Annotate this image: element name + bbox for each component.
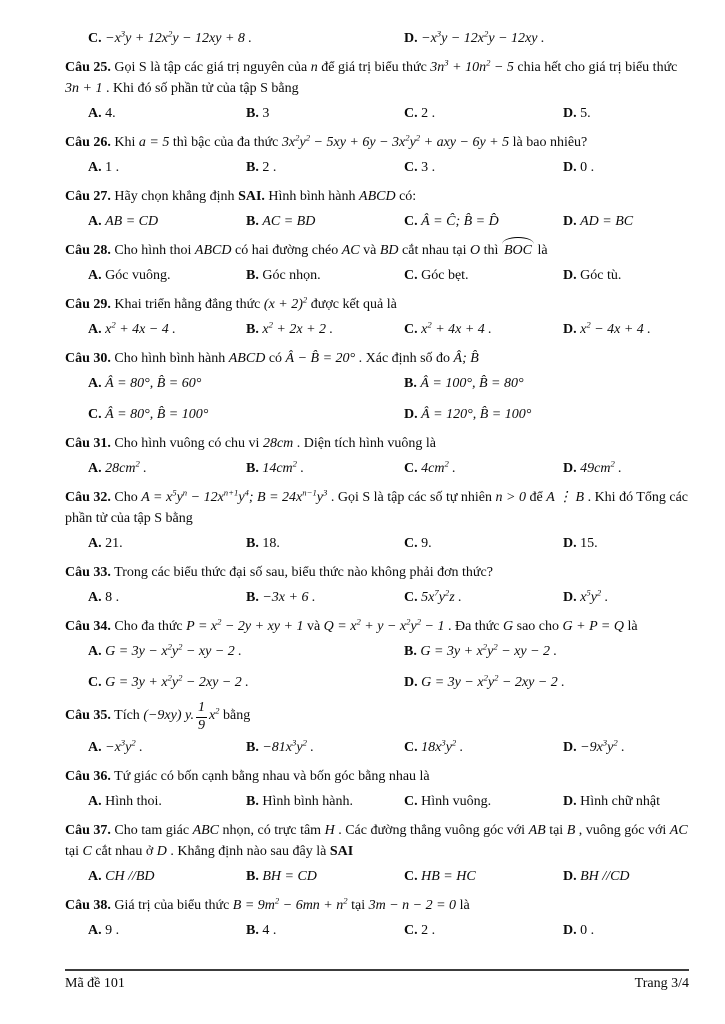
option-label: C. bbox=[404, 794, 418, 810]
option-label: D. bbox=[563, 590, 577, 605]
question-block-q32 bbox=[65, 487, 689, 554]
option-text: 21. bbox=[105, 536, 123, 551]
options-row bbox=[88, 866, 689, 887]
option-text: 2 . bbox=[421, 923, 436, 939]
emphasis-text: SAI bbox=[329, 844, 354, 860]
option-text: $G = 3y - x^2y^2$ − xy − 2 . bbox=[105, 641, 242, 659]
question-stem: Câu 31. Cho hình vuông có chu vi 28cm . Diện tích hình vuông là bbox=[65, 436, 436, 451]
question-number: Câu 25. bbox=[65, 60, 111, 75]
option-text: BH //CD bbox=[580, 869, 630, 885]
option-label: B. bbox=[404, 376, 417, 391]
option-label: D. bbox=[563, 322, 577, 337]
option-label: B. bbox=[246, 794, 259, 810]
math-expression: G bbox=[503, 619, 514, 634]
option-d bbox=[563, 533, 689, 554]
option-label: A. bbox=[88, 461, 102, 476]
option-label: C. bbox=[404, 214, 418, 229]
math-expression: ABCD bbox=[228, 351, 266, 366]
option-c bbox=[404, 265, 563, 286]
math-expression: a = 5 bbox=[138, 135, 170, 150]
math-expression: 3m − n − 2 = 0 bbox=[368, 898, 457, 914]
option-label: C. bbox=[404, 106, 418, 121]
footer bbox=[65, 969, 689, 993]
option-d bbox=[563, 587, 689, 608]
option-text: $4cm^2$ . bbox=[421, 458, 456, 476]
question-block-q29 bbox=[65, 294, 689, 340]
question-stem: Câu 25. Gọi S là tập các giá trị nguyên của n để giá trị biểu thức $3n^3 + 10n^2 - 5$ chia hết cho giá trị biểu thức 3n + 1 . Khi đó số phần tử của tập S bằng bbox=[65, 57, 678, 96]
math-expression: A ⋮ B bbox=[546, 490, 585, 505]
option-text: $x^2 + 2x + 2$ . bbox=[262, 319, 334, 337]
question-number: Câu 34. bbox=[65, 619, 111, 634]
option-text: Â = 80°, B̂ = 60° bbox=[105, 376, 202, 391]
option-b bbox=[246, 791, 404, 812]
option-c bbox=[404, 737, 563, 758]
option-label: A. bbox=[88, 590, 102, 605]
option-a bbox=[88, 211, 246, 232]
question-block-q24-continued bbox=[65, 28, 689, 49]
option-a bbox=[88, 265, 246, 286]
option-text: $x^2 + 4x + 4$ . bbox=[421, 319, 492, 337]
options-row bbox=[88, 319, 689, 340]
question-stem: Câu 30. Cho hình bình hành ABCD có Â − B̂ = 20° . Xác định số đo Â; B̂ bbox=[65, 351, 479, 366]
option-label: D. bbox=[563, 160, 577, 175]
question-block-q31 bbox=[65, 433, 689, 479]
angle-arc: BOC bbox=[502, 240, 534, 261]
emphasis-text: SAI. bbox=[238, 189, 265, 204]
option-text: 2 . bbox=[262, 160, 277, 175]
option-text: $-x^3y + 12x^2y - 12xy + 8$ . bbox=[105, 28, 252, 46]
option-b bbox=[246, 920, 404, 941]
math-expression: BD bbox=[379, 243, 399, 258]
option-c bbox=[404, 319, 563, 340]
math-expression: C bbox=[82, 844, 92, 860]
option-b bbox=[246, 533, 404, 554]
question-number: Câu 36. bbox=[65, 769, 111, 785]
option-label: D. bbox=[563, 106, 577, 121]
option-label: A. bbox=[88, 644, 102, 659]
option-text: $-x^3y - 12x^2y - 12xy$ . bbox=[421, 28, 545, 46]
option-text: HB = HC bbox=[421, 869, 476, 885]
option-text: 0 . bbox=[580, 160, 595, 175]
question-block-q36 bbox=[65, 766, 689, 812]
option-text: 4 . bbox=[262, 923, 277, 939]
option-text: $x^5y^2$ . bbox=[580, 587, 609, 605]
option-b bbox=[404, 373, 689, 394]
math-expression: $3x^2y^2 - 5xy + 6y - 3x^2y^2$ + axy − 6y + 5 bbox=[281, 132, 510, 150]
math-expression: AB bbox=[528, 823, 546, 839]
options-row bbox=[88, 641, 689, 693]
option-text: $49cm^2$ . bbox=[580, 458, 622, 476]
option-label: D. bbox=[404, 407, 418, 422]
option-a bbox=[88, 641, 404, 662]
math-expression: ABCD bbox=[359, 189, 396, 204]
option-c bbox=[404, 587, 563, 608]
page-number: Trang 3/4 bbox=[634, 976, 689, 991]
option-text: 9. bbox=[421, 536, 432, 551]
option-text: $5x^7y^2z$ . bbox=[421, 587, 462, 605]
option-c bbox=[404, 533, 563, 554]
exam-code: Mã đề 101 bbox=[65, 976, 125, 991]
option-text: 2 . bbox=[421, 106, 436, 121]
fraction-denominator: 9 bbox=[197, 717, 205, 733]
option-d bbox=[404, 404, 689, 425]
option-text: 15. bbox=[580, 536, 598, 551]
option-text: $-x^3y^2$ . bbox=[105, 737, 143, 756]
math-expression: B bbox=[566, 823, 576, 839]
math-expression: 3n + 1 bbox=[65, 81, 103, 96]
question-stem: Câu 27. Hãy chọn khẳng định SAI. Hình bình hành ABCD có: bbox=[65, 189, 417, 204]
options-row bbox=[88, 28, 689, 49]
question-number: Câu 27. bbox=[65, 189, 111, 204]
option-a bbox=[88, 737, 246, 758]
question-number: Câu 33. bbox=[65, 565, 111, 580]
option-label: A. bbox=[88, 160, 102, 175]
option-c bbox=[88, 404, 404, 425]
option-text: 0 . bbox=[580, 923, 595, 939]
option-text: 8 . bbox=[105, 590, 120, 605]
math-expression: $(x + 2)^2$ bbox=[263, 294, 308, 312]
option-label: A. bbox=[88, 376, 102, 391]
option-text: Góc bẹt. bbox=[421, 268, 469, 283]
option-text: 4. bbox=[105, 106, 116, 121]
option-a bbox=[88, 319, 246, 340]
math-expression: n bbox=[310, 60, 318, 75]
option-label: C. bbox=[404, 268, 418, 283]
option-label: C. bbox=[404, 923, 418, 939]
option-label: A. bbox=[88, 923, 102, 939]
option-text: $18x^3y^2$ . bbox=[421, 737, 464, 756]
option-a bbox=[88, 373, 404, 394]
math-expression: O bbox=[470, 243, 481, 258]
option-b bbox=[246, 319, 404, 340]
option-b bbox=[246, 211, 404, 232]
option-c bbox=[404, 211, 563, 232]
question-stem: Câu 36. Tứ giác có bốn cạnh bằng nhau và bốn góc bằng nhau là bbox=[65, 769, 430, 785]
option-text: 1 . bbox=[105, 160, 120, 175]
option-label: D. bbox=[563, 268, 577, 283]
option-label: B. bbox=[246, 160, 259, 175]
option-d bbox=[563, 157, 689, 178]
option-text: Hình thoi. bbox=[105, 794, 162, 810]
option-d bbox=[563, 791, 689, 812]
option-d bbox=[563, 319, 689, 340]
option-c bbox=[404, 458, 563, 479]
option-label: B. bbox=[246, 106, 259, 121]
math-expression: $P = x^2 - 2y$ + xy + 1 bbox=[186, 616, 304, 634]
option-text: Â = Ĉ; B̂ = D̂ bbox=[421, 214, 499, 229]
option-text: 3 bbox=[262, 106, 270, 121]
option-label: A. bbox=[88, 794, 102, 810]
question-block-q37 bbox=[65, 820, 689, 887]
option-text: Góc vuông. bbox=[105, 268, 171, 283]
option-b bbox=[404, 641, 689, 662]
math-expression: $A = x^5y^n - 12x^{n+1}y^4$; $B = 24x^{n-1}y^3$ bbox=[141, 487, 328, 505]
option-label: C. bbox=[404, 590, 418, 605]
math-expression: D bbox=[156, 844, 167, 860]
option-text: CH //BD bbox=[105, 869, 155, 885]
option-c bbox=[404, 920, 563, 941]
option-text: 9 . bbox=[105, 923, 120, 939]
math-expression: AC bbox=[341, 243, 360, 258]
exam-page bbox=[65, 24, 689, 941]
question-stem: Câu 33. Trong các biểu thức đại số sau, biểu thức nào không phải đơn thức? bbox=[65, 565, 493, 580]
option-label: C. bbox=[88, 31, 102, 46]
option-text: Â = 100°, B̂ = 80° bbox=[420, 376, 524, 391]
option-text: $G = 3y + x^2y^2$ − xy − 2 . bbox=[420, 641, 558, 659]
options-row bbox=[88, 533, 689, 554]
question-stem: Câu 32. Cho $A = x^5y^n - 12x^{n+1}y^4$; $B = 24x^{n-1}y^3$ . Gọi S là tập các số tự nhiên n > 0 để A ⋮ B . Khi đó Tổng các phần tử của tập S bằng bbox=[65, 487, 689, 526]
question-stem: Câu 37. Cho tam giác ABC nhọn, có trực tâm H . Các đường thẳng vuông góc với AB tại B , vuông góc với AC tại C cắt nhau ở D . Khẳng định nào sau đây là SAI bbox=[65, 823, 688, 860]
question-block-q38 bbox=[65, 895, 689, 941]
option-d bbox=[563, 866, 689, 887]
question-block-q27 bbox=[65, 186, 689, 232]
option-d bbox=[563, 265, 689, 286]
option-d bbox=[563, 211, 689, 232]
option-d bbox=[563, 920, 689, 941]
option-a bbox=[88, 458, 246, 479]
option-label: D. bbox=[563, 536, 577, 551]
option-text: $G = 3y + x^2y^2 - 2xy - 2$ . bbox=[105, 672, 249, 690]
question-stem: Câu 38. Giá trị của biểu thức $B = 9m^2 - 6mn + n^2$ tại 3m − n − 2 = 0 là bbox=[65, 895, 470, 914]
question-number: Câu 26. bbox=[65, 135, 111, 150]
math-expression: Â; B̂ bbox=[453, 351, 479, 366]
option-b bbox=[246, 587, 404, 608]
option-label: C. bbox=[404, 740, 418, 756]
option-c bbox=[404, 103, 563, 124]
option-text: $x^2 - 4x + 4$ . bbox=[580, 319, 651, 337]
option-label: B. bbox=[246, 923, 259, 939]
option-label: D. bbox=[563, 214, 577, 229]
option-label: D. bbox=[404, 675, 418, 690]
option-label: D. bbox=[563, 740, 577, 756]
option-label: A. bbox=[88, 268, 102, 283]
question-number: Câu 32. bbox=[65, 490, 111, 505]
option-text: −3x + 6 . bbox=[262, 590, 316, 605]
options-row bbox=[88, 920, 689, 941]
option-label: C. bbox=[404, 160, 418, 175]
option-text: AD = BC bbox=[580, 214, 634, 229]
math-expression: ABCD bbox=[194, 243, 232, 258]
options-row bbox=[88, 211, 689, 232]
question-number: Câu 35. bbox=[65, 707, 111, 723]
option-a bbox=[88, 791, 246, 812]
option-label: A. bbox=[88, 536, 102, 551]
option-text: $-9x^3y^2$ . bbox=[580, 737, 625, 756]
option-c bbox=[404, 866, 563, 887]
question-block-q28 bbox=[65, 240, 689, 286]
option-text: Hình chữ nhật bbox=[580, 794, 661, 810]
question-stem: Câu 34. Cho đa thức $P = x^2 - 2y$ + xy + 1 và $Q = x^2 + y - x^2y^2 - 1$ . Đa thức G sao cho G + P = Q là bbox=[65, 616, 638, 634]
math-expression: ABC bbox=[192, 823, 220, 839]
option-label: D. bbox=[563, 461, 577, 476]
option-c bbox=[88, 672, 404, 693]
option-text: 3 . bbox=[421, 160, 436, 175]
question-stem: Câu 28. Cho hình thoi ABCD có hai đường chéo AC và BD cắt nhau tại O thì BOC là bbox=[65, 240, 689, 261]
option-b bbox=[246, 866, 404, 887]
option-label: A. bbox=[88, 869, 102, 885]
option-label: C. bbox=[404, 322, 418, 337]
option-b bbox=[246, 265, 404, 286]
option-label: B. bbox=[246, 869, 259, 885]
question-stem: Câu 26. Khi a = 5 thì bậc của đa thức $3x^2y^2 - 5xy + 6y - 3x^2y^2$ + axy − 6y + 5 là bao nhiêu? bbox=[65, 132, 588, 150]
option-c bbox=[88, 28, 404, 49]
options-row bbox=[88, 103, 689, 124]
options-row bbox=[88, 458, 689, 479]
options-row bbox=[88, 737, 689, 758]
question-number: Câu 38. bbox=[65, 898, 111, 914]
option-b bbox=[246, 458, 404, 479]
question-stem: Câu 35. Tích (−9xy) y. $\frac{1}{9}$ $x^2$ bằng bbox=[65, 700, 251, 733]
option-text: Góc nhọn. bbox=[262, 268, 321, 283]
question-number: Câu 28. bbox=[65, 243, 111, 258]
option-b bbox=[246, 737, 404, 758]
option-label: B. bbox=[404, 644, 417, 659]
options-row bbox=[88, 587, 689, 608]
option-a bbox=[88, 533, 246, 554]
fraction-numerator: 1 bbox=[196, 701, 207, 718]
question-number: Câu 30. bbox=[65, 351, 111, 366]
question-number: Câu 29. bbox=[65, 297, 111, 312]
option-d bbox=[563, 737, 689, 758]
option-d bbox=[563, 458, 689, 479]
option-label: D. bbox=[563, 794, 577, 810]
option-text: $G = 3y - x^2y^2 - 2xy - 2$ . bbox=[421, 672, 565, 690]
question-block-q34 bbox=[65, 616, 689, 693]
question-number: Câu 37. bbox=[65, 823, 111, 839]
option-label: C. bbox=[404, 869, 418, 885]
option-text: Góc tù. bbox=[580, 268, 622, 283]
question-block-q30 bbox=[65, 348, 689, 425]
question-block-q35 bbox=[65, 701, 689, 758]
option-c bbox=[404, 791, 563, 812]
option-label: D. bbox=[563, 869, 577, 885]
option-text: Hình bình hành. bbox=[262, 794, 353, 810]
option-text: $x^2 + 4x - 4$ . bbox=[105, 319, 176, 337]
math-expression: $3n^3 + 10n^2 - 5$ bbox=[430, 57, 514, 75]
question-block-q25 bbox=[65, 57, 689, 124]
option-text: $14cm^2$ . bbox=[262, 458, 305, 476]
option-label: C. bbox=[88, 675, 102, 690]
option-label: C. bbox=[404, 536, 418, 551]
question-list bbox=[65, 28, 689, 941]
option-a bbox=[88, 103, 246, 124]
option-label: B. bbox=[246, 740, 259, 756]
option-label: B. bbox=[246, 461, 259, 476]
question-number: Câu 31. bbox=[65, 436, 111, 451]
option-a bbox=[88, 157, 246, 178]
option-label: C. bbox=[404, 461, 418, 476]
option-text: Â = 120°, B̂ = 100° bbox=[421, 407, 532, 422]
math-expression: Â − B̂ = 20° bbox=[285, 351, 356, 366]
option-label: A. bbox=[88, 106, 102, 121]
option-d bbox=[404, 672, 689, 693]
option-c bbox=[404, 157, 563, 178]
question-block-q33 bbox=[65, 562, 689, 608]
option-text: Â = 80°, B̂ = 100° bbox=[105, 407, 209, 422]
math-expression: G + P = Q bbox=[562, 619, 624, 634]
option-text: BH = CD bbox=[262, 869, 317, 885]
option-label: B. bbox=[246, 268, 259, 283]
option-label: C. bbox=[88, 407, 102, 422]
option-text: $-81x^3y^2$ . bbox=[262, 737, 314, 756]
option-text: 18. bbox=[262, 536, 280, 551]
option-b bbox=[246, 157, 404, 178]
math-expression: 28cm bbox=[262, 436, 294, 451]
option-label: D. bbox=[404, 31, 418, 46]
option-text: AB = CD bbox=[105, 214, 159, 229]
option-text: AC = BD bbox=[262, 214, 316, 229]
math-expression: $B = 9m^2 - 6mn + n^2$ bbox=[232, 895, 348, 914]
option-label: A. bbox=[88, 322, 102, 337]
option-b bbox=[246, 103, 404, 124]
math-expression: (−9xy) y. bbox=[143, 707, 194, 723]
option-d bbox=[404, 28, 689, 49]
option-text: 5. bbox=[580, 106, 591, 121]
option-a bbox=[88, 920, 246, 941]
option-label: B. bbox=[246, 536, 259, 551]
question-stem: Câu 29. Khai triển hằng đẳng thức $(x + 2)^2$ được kết quả là bbox=[65, 294, 397, 312]
fraction bbox=[196, 701, 207, 733]
option-label: B. bbox=[246, 322, 259, 337]
option-label: A. bbox=[88, 740, 102, 756]
options-row bbox=[88, 265, 689, 286]
math-expression: $x^2$ bbox=[208, 705, 220, 723]
option-label: D. bbox=[563, 923, 577, 939]
math-expression: AC bbox=[669, 823, 688, 839]
options-row bbox=[88, 791, 689, 812]
option-d bbox=[563, 103, 689, 124]
options-row bbox=[88, 157, 689, 178]
option-label: A. bbox=[88, 214, 102, 229]
option-text: $28cm^2$ . bbox=[105, 458, 147, 476]
math-expression: $Q = x^2 + y - x^2y^2 - 1$ bbox=[323, 616, 445, 634]
question-block-q26 bbox=[65, 132, 689, 178]
option-label: B. bbox=[246, 590, 259, 605]
option-a bbox=[88, 866, 246, 887]
options-row bbox=[88, 373, 689, 425]
option-text: Hình vuông. bbox=[421, 794, 492, 810]
math-expression: H bbox=[324, 823, 335, 839]
math-expression: n > 0 bbox=[495, 490, 526, 505]
option-a bbox=[88, 587, 246, 608]
option-label: B. bbox=[246, 214, 259, 229]
